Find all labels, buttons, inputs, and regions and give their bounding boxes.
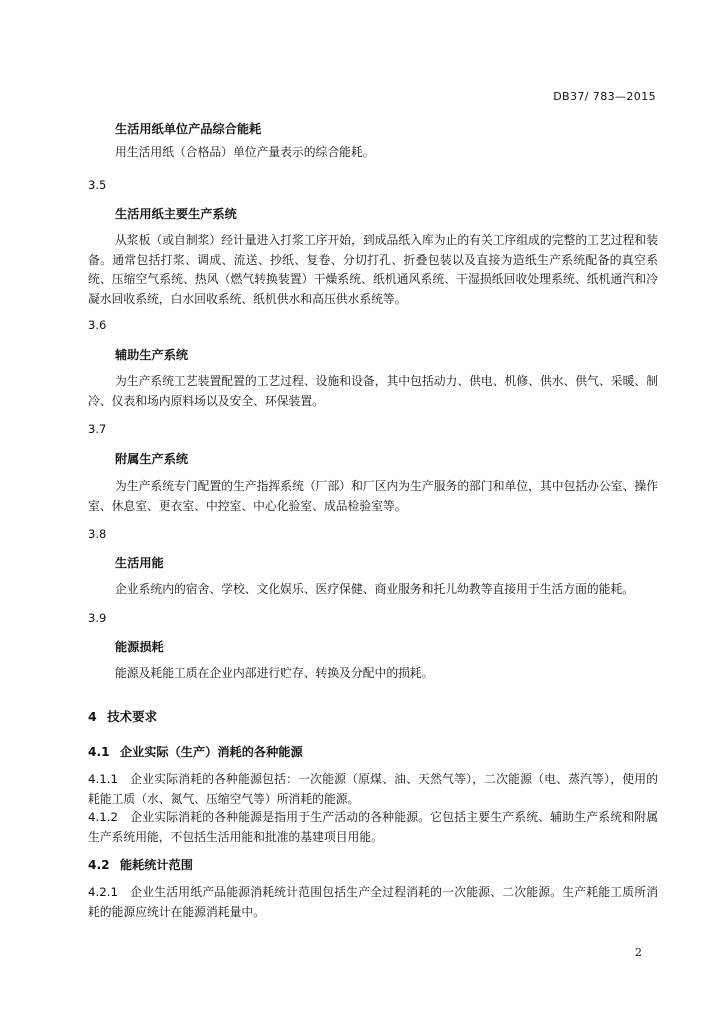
subsection-title: 能耗统计范围 [119,858,193,872]
term-title: 能源损耗 [115,640,164,654]
term-definition: 为生产系统工艺装置配置的工艺过程、设施和设备，其中包括动力、供电、机修、供水、供气、采暖、制冷、仪表和场内原料场以及安全、环保装置。 [88,374,658,408]
term-definition: 从浆板（或自制浆）经计量进入打浆工序开始，到成品纸入库为止的有关工序组成的完整的工艺过程和装备。通常包括打浆、调成、流送、抄纸、复卷、分切打孔、折叠包装以及直接为造纸生产系统配备的真空系统、压缩空气系统、热风（燃气转换装置）干燥系统、纸机通风系统、干湿损纸回收处理系统、纸机通汽和冷凝水回收系统，白水回收系统、纸机供水和高压供水系统等。 [88,233,658,306]
term-number: 3.9 [88,611,107,625]
term-number: 3.5 [88,178,107,192]
term-definition: 企业系统内的宿舍、学校、文化娱乐、医疗保健、商业服务和托儿幼教等直接用于生活方面的能耗。 [115,582,635,596]
term-definition: 能源及耗能工质在企业内部进行贮存、转换及分配中的损耗。 [115,666,434,680]
term-definition: 为生产系统专门配置的生产指挥系统（厂部）和厂区内为生产服务的部门和单位，其中包括办公室、操作室、休息室、更衣室、中控室、中心化验室、成品检验室等。 [88,479,658,513]
term-definition: 用生活用纸（合格品）单位产量表示的综合能耗。 [115,145,375,159]
subsection-heading [88,743,303,760]
clause-text: 企业生活用纸产品能源消耗统计范围包括生产全过程消耗的一次能源、二次能源。生产耗能工质所消耗的能源应统计在能源消耗量中。 [88,885,658,919]
clause-number: 4.1.1 [88,772,119,786]
term-number: 3.8 [88,527,107,541]
subsection-title: 企业实际（生产）消耗的各种能源 [119,745,303,759]
term-title: 生活用纸单位产品综合能耗 [115,122,262,136]
section-number: 4 [88,709,97,724]
section-title: 技术要求 [107,709,158,724]
clause-4-2-1 [88,883,658,922]
subsection-number: 4.2 [88,858,110,872]
page-number: 2 [635,946,642,959]
term-title: 辅助生产系统 [115,348,189,362]
clause-4-1-2 [88,808,658,847]
term-title: 生活用能 [115,556,164,570]
clause-number: 4.1.2 [88,810,119,824]
clause-4-1-1 [88,770,658,809]
standard-number: DB37/ 783—2015 [553,90,656,103]
subsection-heading [88,856,193,873]
section-heading [88,707,157,725]
clause-text: 企业实际消耗的各种能源是指用于生产活动的各种能源。它包括主要生产系统、辅助生产系统和附属生产系统用能，不包括生活用能和批准的基建项目用能。 [88,810,658,844]
subsection-number: 4.1 [88,745,110,759]
term-title: 生活用纸主要生产系统 [115,207,237,221]
term-title: 附属生产系统 [115,452,189,466]
term-number: 3.6 [88,318,107,332]
clause-text: 企业实际消耗的各种能源包括：一次能源（原煤、油、天然气等），二次能源（电、蒸汽等），使用的耗能工质（水、氮气、压缩空气等）所消耗的能源。 [88,772,658,806]
term-number: 3.7 [88,422,107,436]
clause-number: 4.2.1 [88,885,119,899]
